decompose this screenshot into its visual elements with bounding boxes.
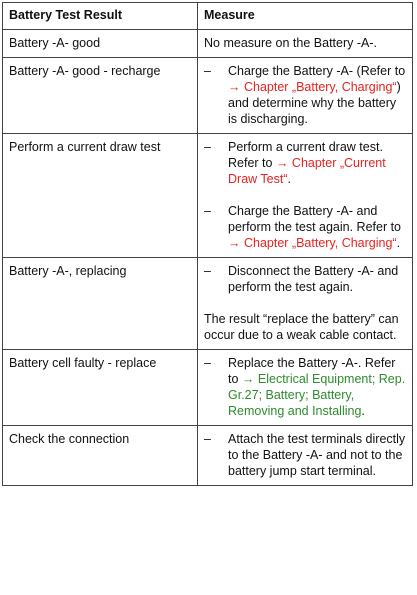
spacer	[204, 187, 406, 203]
battery-test-table	[2, 2, 413, 486]
measure-text-pre: Charge the Battery -A- and perform the test again. Refer to	[228, 204, 402, 234]
measure-item-text: Attach the test terminals directly to the Battery -A- and not to the battery jump start terminal.	[228, 432, 406, 478]
measure-item	[204, 63, 406, 127]
measure-text-pre: Perform a current draw test. Refer to	[228, 140, 383, 170]
spacer	[204, 295, 406, 311]
measure-text-post: .	[287, 172, 291, 186]
measure-text-post: .	[361, 404, 365, 418]
dash-bullet: –	[204, 204, 211, 218]
result-cell: Perform a current draw test	[3, 134, 198, 258]
battery-test-table-container	[2, 2, 412, 486]
measure-item-text: Disconnect the Battery -A- and perform the test again.	[228, 264, 399, 294]
result-cell: Battery -A- good - recharge	[3, 58, 198, 134]
table-row	[3, 258, 413, 350]
measure-item	[204, 431, 406, 479]
table-row	[3, 58, 413, 134]
table-header-row	[3, 3, 413, 30]
measure-cell	[198, 58, 413, 134]
dash-bullet: –	[204, 432, 211, 446]
header-battery-test-result: Battery Test Result	[3, 3, 198, 30]
result-cell: Check the connection	[3, 426, 198, 486]
dash-bullet: –	[204, 140, 211, 154]
measure-cell	[198, 134, 413, 258]
table-row	[3, 350, 413, 426]
measure-item-text	[228, 139, 406, 187]
dash-bullet: –	[204, 64, 211, 78]
measure-item-text	[228, 203, 406, 251]
result-cell: Battery cell faulty - replace	[3, 350, 198, 426]
chapter-link-battery-charging[interactable]: → Chapter „Battery, Charging“	[228, 80, 397, 94]
measure-item	[204, 139, 406, 187]
measure-item-text	[228, 355, 406, 419]
measure-cell	[198, 426, 413, 486]
electrical-equipment-link[interactable]: → Electrical Equipment; Rep. Gr.27; Battery; Battery, Removing and Installing	[228, 372, 406, 418]
measure-text-post: ) and determine why the battery is discharging.	[228, 80, 401, 126]
header-measure: Measure	[198, 3, 413, 30]
measure-note: The result “replace the battery” can occur due to a weak cable contact.	[204, 312, 399, 342]
table-row	[3, 30, 413, 58]
measure-text-pre: Charge the Battery -A- (Refer to	[228, 64, 406, 78]
table-row	[3, 134, 413, 258]
table-row	[3, 426, 413, 486]
dash-bullet: –	[204, 264, 211, 278]
measure-cell	[198, 350, 413, 426]
chapter-link-current-draw-test[interactable]: → Chapter „Current Draw Test“	[228, 156, 386, 186]
measure-text: No measure on the Battery -A-.	[204, 36, 377, 50]
measure-text-post: .	[396, 236, 401, 250]
measure-item-text	[228, 63, 406, 127]
chapter-link-battery-charging[interactable]: → Chapter „Battery, Charging“	[228, 236, 397, 250]
measure-item	[204, 203, 406, 251]
measure-cell	[198, 258, 413, 350]
measure-item	[204, 263, 406, 295]
dash-bullet: –	[204, 356, 211, 370]
measure-cell	[198, 30, 413, 58]
measure-item	[204, 355, 406, 419]
result-cell: Battery -A-, replacing	[3, 258, 198, 350]
measure-text-pre: Replace the Battery -A-. Refer to	[228, 356, 396, 386]
result-cell: Battery -A- good	[3, 30, 198, 58]
